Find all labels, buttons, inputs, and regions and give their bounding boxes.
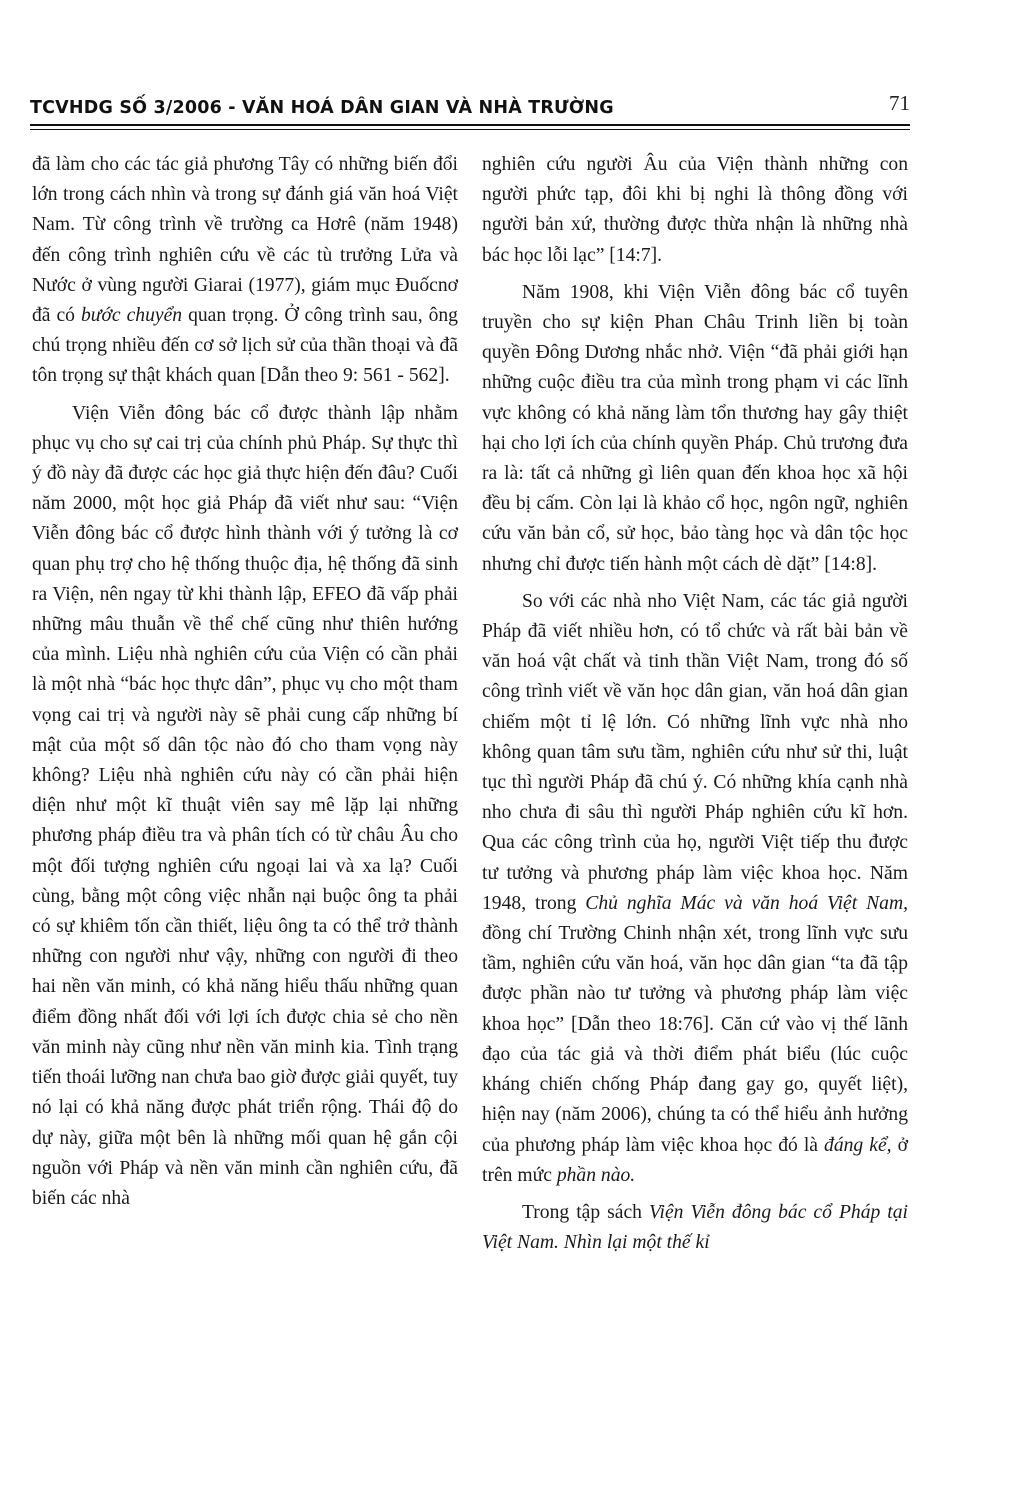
emphasis: đáng kể, [824, 1134, 892, 1156]
paragraph: Viện Viễn đông bác cổ được thành lập nhằm phục vụ cho sự cai trị của chính phủ Pháp. Sự thực thì ý đồ này đã được các học giả thực hiện đến đâu? Cuối năm 2000, một học giả Pháp đã viết như sau: “Viện Viễn đông bác cổ được hình thành với ý tưởng là cơ quan phụ trợ cho hệ thống thuộc địa, hệ thống đã sinh ra Viện, nên ngay từ khi thành lập, EFEO đã vấp phải những mâu thuẫn về thể chế cũng như thiên hướng của mình. Liệu nhà nghiên cứu của Viện có cần phải là một nhà “bác học thực dân”, phục vụ cho một tham vọng cai trị và người này sẽ phải cung cấp những bí mật của một số dân tộc nào đó cho tham vọng này không? Liệu nhà nghiên cứu này có cần phải hiện diện như một kĩ thuật viên say mê lặp lại những phương pháp điều tra và phân tích có từ châu Âu cho một đối tượng nghiên cứu ngoại lai và xa lạ? Cuối cùng, bằng một công việc nhẫn nại buộc ông ta phải có sự khiêm tốn cần thiết, liệu ông ta có thể trở thành những con người như vậy, những con người đi theo hai nền văn minh, có khả năng hiểu thấu những quan điểm đồng nhất đối với lợi ích được chia sẻ cho nền văn minh này cũng như nền văn minh kia. Tình trạng tiến thoái lưỡng nan chưa bao giờ được giải quyết, tuy nó lại có khả năng được phát triển rộng. Thái độ do dự này, giữa một bên là những mối quan hệ gắn cội nguồn với Pháp và nền văn minh cần nghiên cứu, đã biến các nhà [32, 402, 458, 1209]
paragraph: đã làm cho các tác giả phương Tây có những biến đổi lớn trong cách nhìn và trong sự đánh giá văn hoá Việt Nam. Từ công trình về trường ca Hơrê (năm 1948) đến công trình nghiên cứu về các tù trưởng Lửa và Nước ở vùng người Giarai (1977), giám mục Đuốcnơ đã có bước chuyển quan trọng. Ở công trình sau, ông chú trọng nhiều đến cơ sở lịch sử của thần thoại và đã tôn trọng sự thật khách quan [Dẫn theo 9: 561 - 562]. [32, 154, 458, 387]
right-column [482, 150, 908, 1258]
header-rule-thin [30, 129, 910, 130]
left-column [32, 150, 458, 1214]
header-rule-thick [30, 124, 910, 126]
page-number: 71 [889, 91, 910, 115]
journal-title: TCVHDG SỐ 3/2006 - VĂN HOÁ DÂN GIAN VÀ NHÀ TRƯỜNG [30, 98, 614, 118]
emphasis: Viện Viễn đông bác cổ Pháp tại Việt Nam. Nhìn lại một thế kỉ [482, 1201, 908, 1254]
paragraph: So với các nhà nho Việt Nam, các tác giả người Pháp đã viết nhiều hơn, có tổ chức và rất bài bản về văn hoá vật chất và tinh thần Việt Nam, trong đó số công trình viết về văn học dân gian, văn hoá dân gian chiếm một tỉ lệ lớn. Có những lĩnh vực nhà nho không quan tâm sưu tầm, nghiên cứu như sử thi, luật tục thì người Pháp đã chú ý. Có những khía cạnh nhà nho chưa đi sâu thì người Pháp nghiên cứu kĩ hơn. Qua các công trình của họ, người Việt tiếp thu được tư tưởng và phương pháp làm việc khoa học. Năm 1948, trong Chủ nghĩa Mác và văn hoá Việt Nam, đồng chí Trường Chinh nhận xét, trong lĩnh vực sưu tầm, nghiên cứu văn hoá, văn học dân gian “ta đã tập được phần nào tư tưởng và phương pháp làm việc khoa học” [Dẫn theo 18:76]. Căn cứ vào vị thế lãnh đạo của tác giả và thời điểm phát biểu (lúc cuộc kháng chiến chống Pháp đang gay go, quyết liệt), hiện nay (năm 2006), chúng ta có thể hiểu ảnh hưởng của phương pháp làm việc khoa học đó là đáng kể, ở trên mức phần nào. [482, 590, 908, 1186]
paragraph: nghiên cứu người Âu của Viện thành những con người phức tạp, đôi khi bị nghi là thông đồng với người bản xứ, thường được thừa nhận là những nhà bác học lỗi lạc” [14:7]. [482, 154, 908, 266]
emphasis: phần nào. [556, 1164, 636, 1186]
paragraph: Trong tập sách Viện Viễn đông bác cổ Pháp tại Việt Nam. Nhìn lại một thế kỉ [482, 1201, 908, 1254]
emphasis: Chủ nghĩa Mác và văn hoá Việt Nam, [585, 892, 908, 914]
running-header [30, 88, 910, 124]
paragraph: Năm 1908, khi Viện Viễn đông bác cổ tuyên truyền cho sự kiện Phan Châu Trinh liền bị toàn quyền Đông Dương nhắc nhở. Viện “đã phải giới hạn những cuộc điều tra của mình trong phạm vi các lĩnh vực không có khả năng làm tổn thương hay gây thiệt hại cho lợi ích của chính quyền Pháp. Chủ trương đưa ra là: tất cả những gì liên quan đến khoa học xã hội đều bị cấm. Còn lại là khảo cổ học, ngôn ngữ, nghiên cứu văn bản cổ, sử học, bảo tàng học và dân tộc học nhưng chỉ được tiến hành một cách dè dặt” [14:8]. [482, 281, 908, 575]
emphasis: bước chuyển [80, 305, 183, 327]
